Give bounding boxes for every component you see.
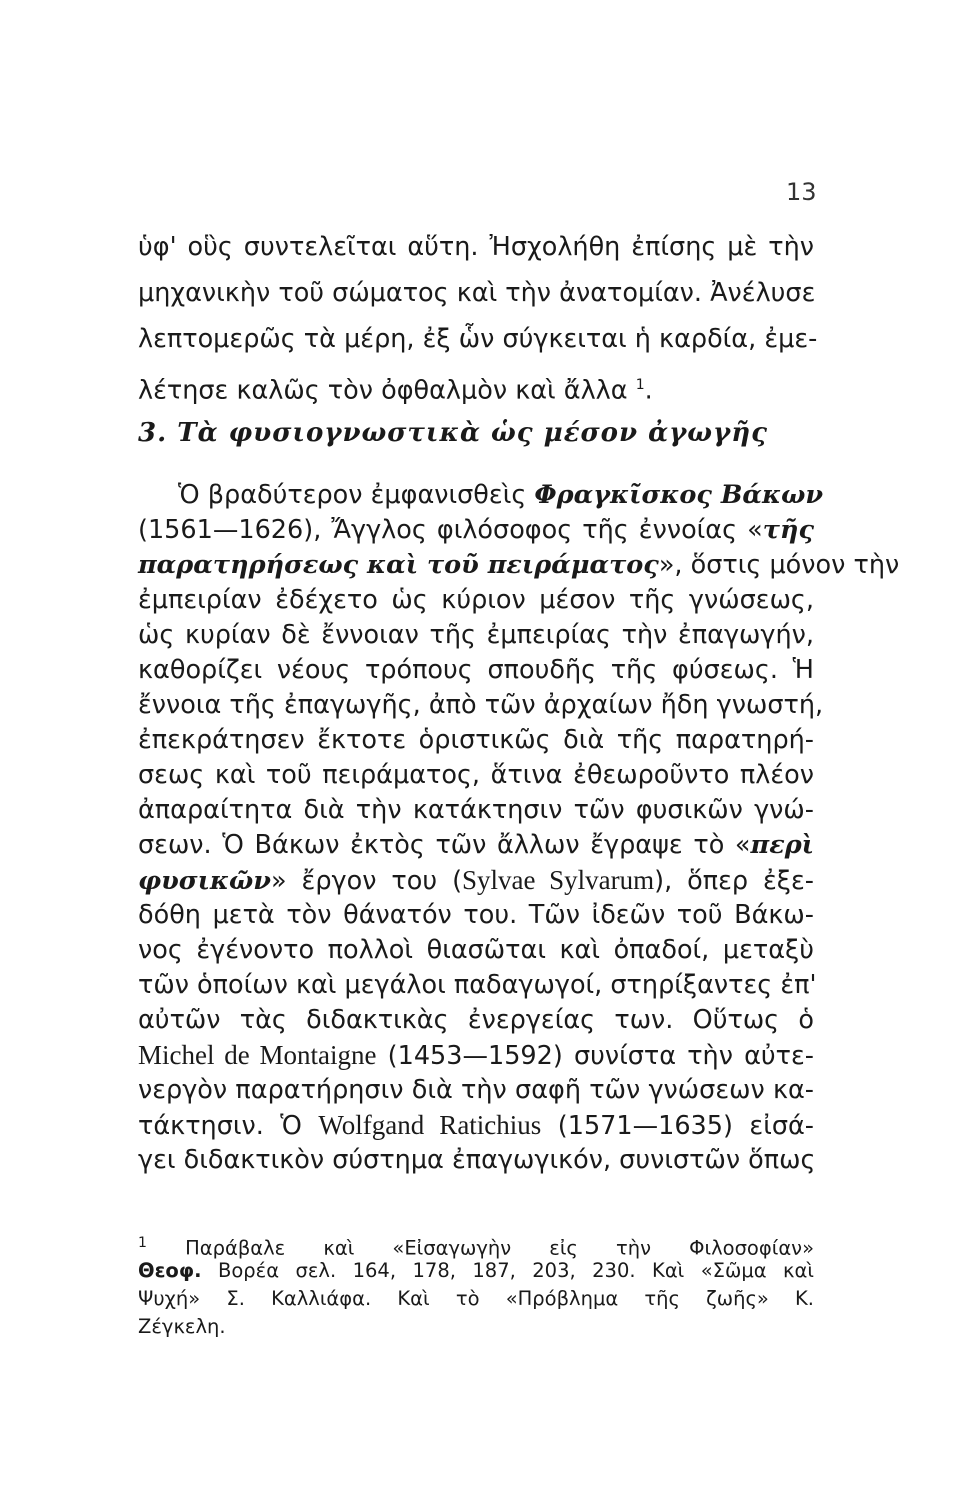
text-line: ἔννοια τῆς ἐπαγωγῆς, ἀπὸ τῶν ἀρχαίων ἤδη γνωστή,: [138, 690, 824, 720]
page-number: 13: [786, 178, 817, 206]
text-line: αὐτῶν τὰς διδακτικὰς ἐνεργείας των. Οὕτως ὁ: [138, 1005, 814, 1035]
latin-name: Michel de Montaigne: [138, 1040, 377, 1070]
text-span: Βορέα σελ. 164, 178, 187, 203, 230. Καὶ «Σῶμα καὶ: [217, 1259, 814, 1282]
text-line: γει διδακτικὸν σύστημα ἐπαγωγικόν, συνιστῶν ὅπως: [138, 1145, 816, 1175]
text-line: ἐμπειρίαν ἐδέχετο ὡς κύριον μέσον τῆς γνώσεως,: [138, 585, 814, 615]
emphasis-text: φυσικῶν: [138, 866, 271, 896]
text-line: σεως καὶ τοῦ πειράματος, ἅτινα ἐθεωροῦντο πλέον: [138, 760, 814, 790]
text-line: [178, 480, 824, 510]
footnote-line: [138, 1230, 814, 1262]
text-line: καθορίζει νέους τρόπους σπουδῆς τῆς φύσεως. Ἡ: [138, 655, 814, 685]
text-line: λεπτομερῶς τὰ μέρη, ἐξ ὧν σύγκειται ἡ καρδία, ἐμε-: [138, 324, 818, 354]
text-line: ἐπεκράτησεν ἔκτοτε ὁριστικῶς διὰ τῆς παρατηρή-: [138, 725, 814, 755]
text-span: Ὁ βραδύτερον ἐμφανισθεὶς: [178, 480, 527, 510]
text-span: Θεοφ.: [138, 1259, 202, 1282]
text-line: [138, 1040, 814, 1071]
text-span: .: [644, 375, 653, 406]
latin-title: Sylvae Sylvarum: [462, 865, 655, 895]
text-line: [138, 550, 900, 580]
text-span: τάκτησιν. Ὁ: [138, 1111, 302, 1141]
text-line: [138, 830, 814, 860]
text-span: » ἔργον του (: [271, 866, 463, 896]
text-line: ὑφ' οὓς συντελεῖται αὕτη. Ἠσχολήθη ἐπίσης μὲ τὴν: [138, 232, 814, 262]
text-span: (1453—1592) συνίστα τὴν αὐτε-: [387, 1041, 814, 1071]
text-span: ), ὅπερ ἐξε-: [654, 866, 814, 896]
text-span: Παράβαλε καὶ «Εἰσαγωγὴν εἰς τὴν Φιλοσοφίαν»: [185, 1236, 815, 1260]
text-span: », ὅστις μόνον τὴν: [658, 550, 900, 580]
emphasis-text: τῆς: [762, 515, 814, 545]
emphasis-text: περὶ: [750, 830, 814, 860]
text-line: νεργὸν παρατήρησιν διὰ τὴν σαφῆ τῶν γνώσεων κα-: [138, 1075, 814, 1105]
text-line: νος ἐγένοντο πολλοὶ θιασῶται καὶ ὀπαδοί, μεταξὺ: [138, 935, 814, 965]
emphasis-text: παρατηρήσεως καὶ τοῦ πειράματος: [138, 550, 659, 580]
text-line: [138, 865, 814, 896]
section-title: Τὰ φυσιογνωστικὰ ὡς μέσον ἀγωγῆς: [177, 418, 768, 448]
person-name: Φραγκῖσκος Βάκων: [534, 480, 824, 510]
footnote-line: Ζέγκελη.: [138, 1315, 226, 1338]
text-span: σεων. Ὁ Βάκων ἐκτὸς τῶν ἄλλων ἔγραψε τὸ «: [138, 830, 751, 860]
text-line: τῶν ὁποίων καὶ μεγάλοι παδαγωγοί, στηρίξαντες ἐπ': [138, 970, 817, 1000]
text-span: λέτησε καλῶς τὸν ὀφθαλμὸν καὶ ἄλλα: [138, 375, 628, 406]
footnote-line: Ψυχή» Σ. Καλλιάφα. Καὶ τὸ «Πρόβλημα τῆς ζωῆς» Κ.: [138, 1287, 814, 1310]
section-heading: [138, 418, 768, 448]
latin-name: Wolfgand Ratichius: [318, 1110, 542, 1140]
text-line: ὡς κυρίαν δὲ ἔννοιαν τῆς ἐμπειρίας τὴν ἐπαγωγήν,: [138, 620, 814, 650]
text-line: ἀπαραίτητα διὰ τὴν κατάκτησιν τῶν φυσικῶν γνώ-: [138, 795, 814, 825]
footnote-marker: 1: [635, 377, 645, 393]
text-line: [138, 515, 814, 545]
text-span: (1561—1626), Ἄγγλος φιλόσοφος τῆς ἐννοίας «: [138, 515, 763, 545]
text-line: δόθη μετὰ τὸν θάνατόν του. Τῶν ἰδεῶν τοῦ Βάκω-: [138, 900, 814, 930]
footnote-marker: 1: [138, 1235, 147, 1251]
text-line: [138, 370, 653, 406]
text-line: μηχανικὴν τοῦ σώματος καὶ τὴν ἀνατομίαν. Ἀνέλυσε: [138, 278, 816, 308]
text-span: (1571—1635) εἰσά-: [557, 1111, 814, 1141]
section-number: 3.: [138, 418, 168, 448]
text-line: [138, 1110, 814, 1141]
footnote-line: [138, 1258, 814, 1284]
